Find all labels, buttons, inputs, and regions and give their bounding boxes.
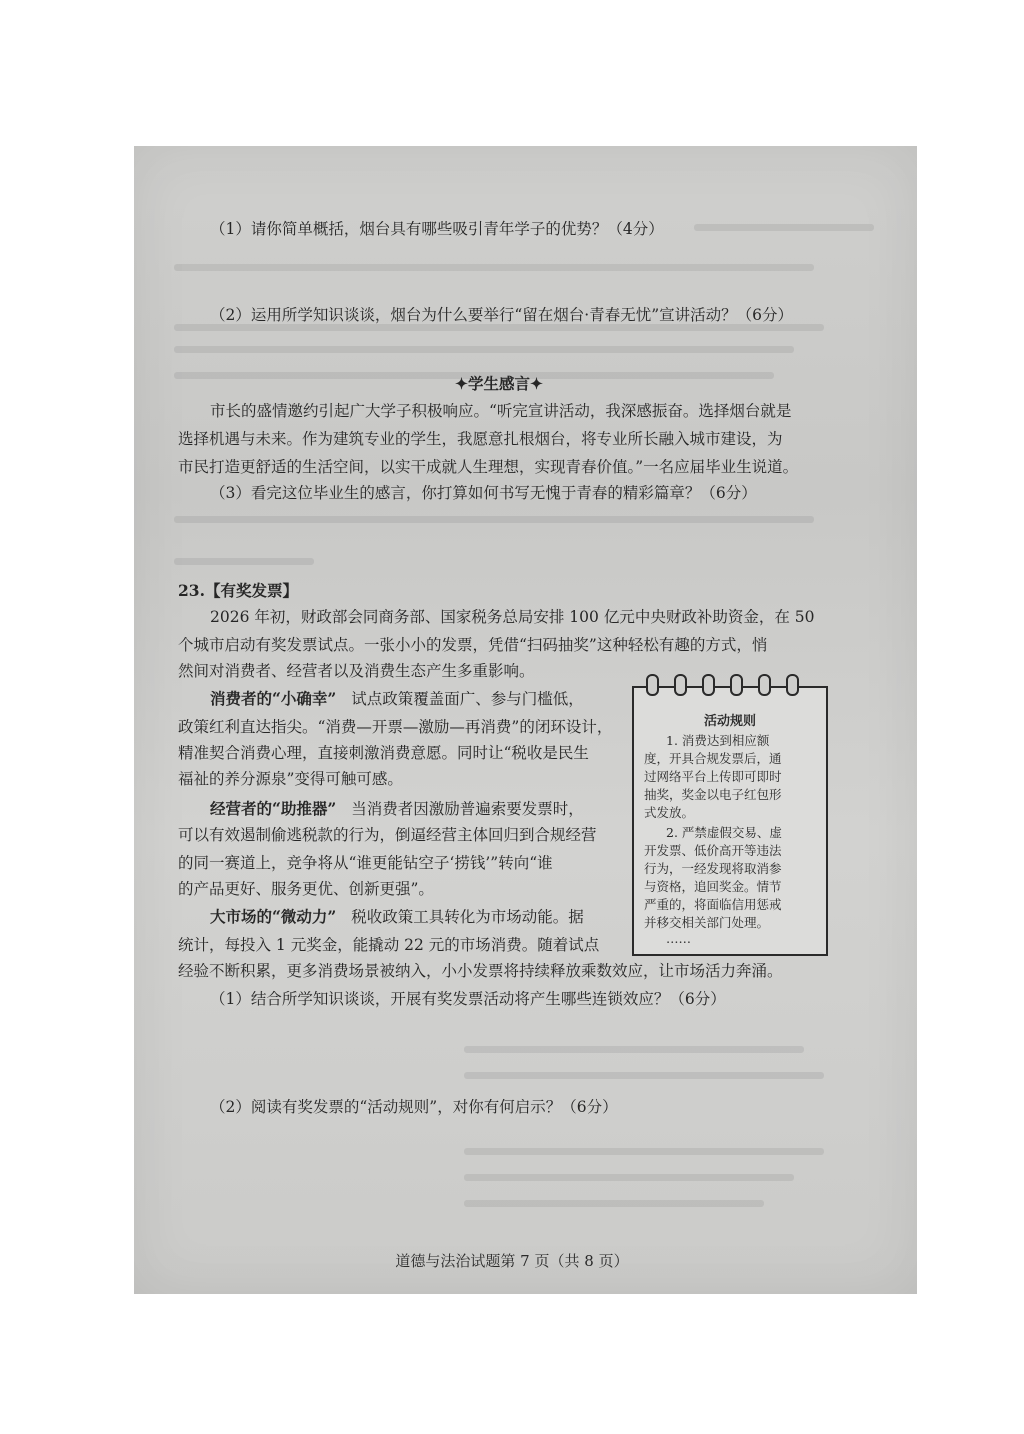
student-remarks-line-2: 选择机遇与未来。作为建筑专业的学生，我愿意扎根烟台，将专业所长融入城市建设，为 <box>178 430 783 448</box>
rules-line: 行为，一经发现将取消参 <box>644 861 782 876</box>
question-23-2: （2）阅读有奖发票的“活动规则”，对你有何启示？（6分） <box>210 1098 618 1116</box>
ring-icon <box>674 674 687 696</box>
question-22-3: （3）看完这位毕业生的感言，你打算如何书写无愧于青春的精彩篇章？（6分） <box>210 484 757 502</box>
rules-line: 与资格，追回奖金。情节 <box>644 879 782 894</box>
rules-line: 并移交相关部门处理。 <box>644 915 770 930</box>
paragraph-consumer <box>210 688 584 710</box>
rules-line: 抽奖，奖金以电子红包形 <box>644 787 782 802</box>
paragraph-market-line: 经验不断积累，更多消费场景被纳入，小小发票将持续释放乘数效应，让市场活力奔涌。 <box>178 962 783 980</box>
bleed-through-mark <box>464 1200 764 1207</box>
rules-line: 严重的，将面临信用惩戒 <box>644 897 782 912</box>
bleed-through-mark <box>694 224 874 231</box>
bleed-through-mark <box>464 1046 804 1053</box>
ring-icon <box>786 674 799 696</box>
rules-line: 1. 消费达到相应额 <box>666 733 770 748</box>
student-remarks-line-1: 市长的盛情邀约引起广大学子积极响应。“听完宣讲活动，我深感振奋。选择烟台就是 <box>210 402 792 420</box>
rules-line: 度，开具合规发票后，通 <box>644 751 782 766</box>
activity-rules-box <box>632 686 828 956</box>
bleed-through-mark <box>464 1148 824 1155</box>
paragraph-consumer-title: 消费者的“小确幸” <box>210 689 337 708</box>
rules-line: 2. 严禁虚假交易、虚 <box>666 825 782 840</box>
paragraph-market-text: 税收政策工具转化为市场动能。据 <box>351 908 584 926</box>
paragraph-consumer-line: 政策红利直达指尖。“消费—开票—激励—再消费”的闭环设计， <box>178 718 613 736</box>
paragraph-consumer-line: 精准契合消费心理，直接刺激消费意愿。同时让“税收是民生 <box>178 744 589 762</box>
bleed-through-mark <box>464 1072 824 1079</box>
ring-icon <box>730 674 743 696</box>
ring-icon <box>702 674 715 696</box>
page-footer: 道德与法治试题第 7 页（共 8 页） <box>395 1252 629 1270</box>
student-remarks-line-3: 市民打造更舒适的生活空间，以实干成就人生理想，实现青春价值。”一名应届毕业生说道。 <box>178 458 799 476</box>
rules-line: 开发票、低价高开等违法 <box>644 843 782 858</box>
question-22-2: （2）运用所学知识谈谈，烟台为什么要举行“留在烟台·青春无忧”宣讲活动？（6分） <box>210 306 794 324</box>
q23-intro-line-1: 2026 年初，财政部会同商务部、国家税务总局安排 100 亿元中央财政补助资金，在 50 <box>210 608 815 626</box>
rules-line: 过网络平台上传即可即时 <box>644 769 782 784</box>
paragraph-business-text: 当消费者因激励普遍索要发票时， <box>351 800 584 818</box>
bleed-through-mark <box>464 1174 794 1181</box>
paragraph-business-line: 可以有效遏制偷逃税款的行为，倒逼经营主体回归到合规经营 <box>178 826 597 844</box>
paragraph-business <box>210 798 584 820</box>
rules-line: 式发放。 <box>644 805 695 820</box>
question-22-1: （1）请你简单概括，烟台具有哪些吸引青年学子的优势？（4分） <box>210 220 664 238</box>
question-23-heading: 23.【有奖发票】 <box>178 581 298 600</box>
rules-line: …… <box>666 931 691 946</box>
bleed-through-mark <box>174 346 794 353</box>
question-23-1: （1）结合所学知识谈谈，开展有奖发票活动将产生哪些连锁效应？（6分） <box>210 990 726 1008</box>
q23-intro-line-2: 个城市启动有奖发票试点。一张小小的发票，凭借“扫码抽奖”这种轻松有趣的方式，悄 <box>178 636 768 654</box>
activity-rules-title: 活动规则 <box>703 714 756 729</box>
paragraph-business-line: 的产品更好、服务更优、创新更强”。 <box>178 880 434 898</box>
paragraph-consumer-text: 试点政策覆盖面广、参与门槛低， <box>351 690 584 708</box>
q23-intro-line-3: 然间对消费者、经营者以及消费生态产生多重影响。 <box>178 662 535 680</box>
bleed-through-mark <box>174 516 814 523</box>
bleed-through-mark <box>174 264 814 271</box>
ring-icon <box>758 674 771 696</box>
bleed-through-mark <box>174 558 314 565</box>
paragraph-market-title: 大市场的“微动力” <box>210 907 337 926</box>
paragraph-market-line: 统计，每投入 1 元奖金，能撬动 22 元的市场消费。随着试点 <box>178 936 600 954</box>
paragraph-business-line: 的同一赛道上，竞争将从“谁更能钻空子‘捞钱’”转向“谁 <box>178 854 553 872</box>
paragraph-consumer-line: 福祉的养分源泉”变得可触可感。 <box>178 770 403 788</box>
paragraph-business-title: 经营者的“助推器” <box>210 799 337 818</box>
paragraph-market <box>210 906 584 928</box>
ring-icon <box>646 674 659 696</box>
student-remarks-title: ✦学生感言✦ <box>455 374 543 393</box>
